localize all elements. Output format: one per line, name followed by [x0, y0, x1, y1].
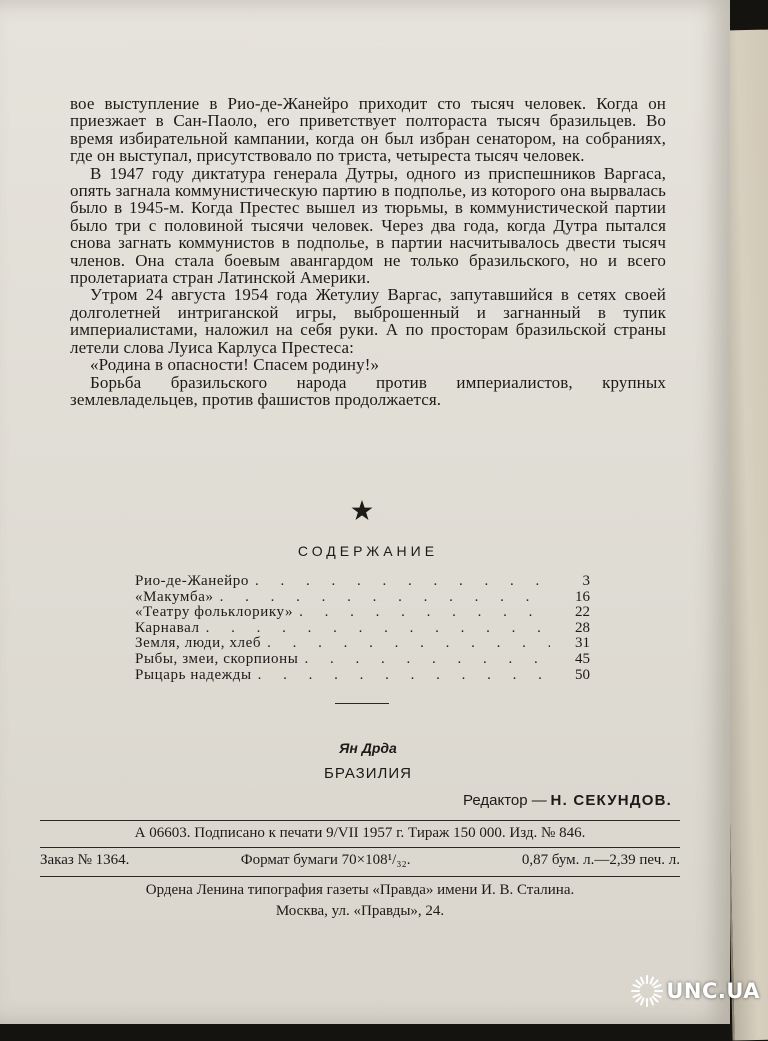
toc-leader-dots	[255, 574, 550, 590]
toc-leader-dots	[258, 668, 550, 684]
paper-format: Формат бумаги 70×108¹/₃₂.	[240, 852, 411, 868]
toc-item-page: 31	[575, 635, 590, 652]
body-text	[70, 95, 666, 408]
toc-item-page: 3	[582, 573, 590, 589]
toc-item-page: 16	[575, 588, 590, 605]
toc-item-page: 22	[575, 604, 590, 621]
toc-item-title: Рыбы, змеи, скорпионы	[135, 650, 299, 667]
toc-leader-dots	[206, 621, 550, 637]
toc-item	[135, 605, 590, 621]
editor-credit	[300, 792, 672, 810]
book-title: БРАЗИЛИЯ	[324, 765, 412, 782]
toc-item	[135, 668, 590, 684]
address-line: Москва, ул. «Правды», 24.	[275, 903, 445, 919]
divider	[335, 703, 389, 704]
paragraph: В 1947 году диктатура генерала Дутры, одного из приспешников Варгаса, опять загнала коммунистическую партию в подполье, из которого она вырвалась было в 1945-м. Когда Престес вышел из тюрьмы, в коммунистической партии было три с половиной тысячи человек. Через два года, когда Дутра пытался снова загнать коммунистов в подполье, в партии насчитывалось двести тысяч членов. Она стала боевым авангардом не только бразильского, но и всего пролетариата стран Латинской Америки.	[70, 163, 666, 288]
watermark	[630, 974, 760, 1008]
toc-item-title: Земля, люди, хлеб	[135, 635, 262, 652]
toc-item-title: «Макумба»	[135, 588, 214, 605]
toc-item	[135, 652, 590, 668]
toc-item-page: 50	[575, 666, 590, 683]
star-icon	[350, 499, 374, 523]
toc-item-title: Рыцарь надежды	[135, 666, 252, 683]
toc-item-page: 45	[575, 650, 590, 667]
toc-leader-dots	[304, 652, 550, 668]
toc-item-page: 28	[575, 619, 590, 636]
toc-leader-dots	[220, 590, 550, 606]
quote-paragraph: «Родина в опасности! Спасем родину!»	[90, 355, 380, 375]
toc-item	[135, 636, 590, 652]
paragraph: Борьба бразильского народа против империалистов, крупных землевладельцев, против фашистов продолжается.	[70, 372, 666, 409]
printer-line: Ордена Ленина типография газеты «Правда» имени И. В. Сталина.	[145, 882, 575, 898]
divider	[40, 820, 680, 821]
print-volume: 0,87 бум. л.—2,39 печ. л.	[521, 852, 680, 868]
editor-label: Редактор —	[463, 792, 547, 809]
toc-title: СОДЕРЖАНИЕ	[297, 543, 439, 559]
toc-item	[135, 590, 590, 606]
imprint-line	[40, 852, 680, 869]
author-name: Ян Дрда	[339, 740, 397, 756]
toc-item-title: Рио-де-Жанейро	[135, 573, 249, 589]
order-number: Заказ № 1364.	[40, 852, 130, 868]
toc-item-title: Карнавал	[135, 619, 200, 636]
paragraph: Утром 24 августа 1954 года Жетулиу Варгас, запутавшийся в сетях своей долголетней интриганской игры, выброшенный и загнанный в тупик империалистами, наложил на себя руки. А по просторам бразильской страны летели слова Луиса Карлуса Престеса:	[70, 285, 666, 357]
watermark-text: UNC.UA	[666, 979, 760, 1003]
imprint-line: А 06603. Подписано к печати 9/VII 1957 г. Тираж 150 000. Изд. № 846.	[134, 825, 586, 841]
sunburst-icon	[630, 974, 664, 1008]
editor-name: Н. СЕКУНДОВ.	[550, 792, 672, 809]
table-of-contents	[135, 574, 590, 683]
divider	[40, 876, 680, 877]
toc-leader-dots	[267, 636, 550, 652]
toc-leader-dots	[299, 605, 550, 621]
divider	[40, 847, 680, 848]
paragraph: вое выступление в Рио-де-Жанейро приходит сто тысяч человек. Когда он приезжает в Сан-Паоло, его приветствует полтораста тысяч бразильцев. Во время избирательной кампании, когда он был избран сенатором, на собраниях, где он выступал, присутствовало по триста, четыреста тысяч человек.	[70, 94, 666, 166]
toc-item	[135, 621, 590, 637]
toc-item	[135, 574, 590, 590]
toc-item-title: «Театру фольклорику»	[135, 604, 294, 621]
